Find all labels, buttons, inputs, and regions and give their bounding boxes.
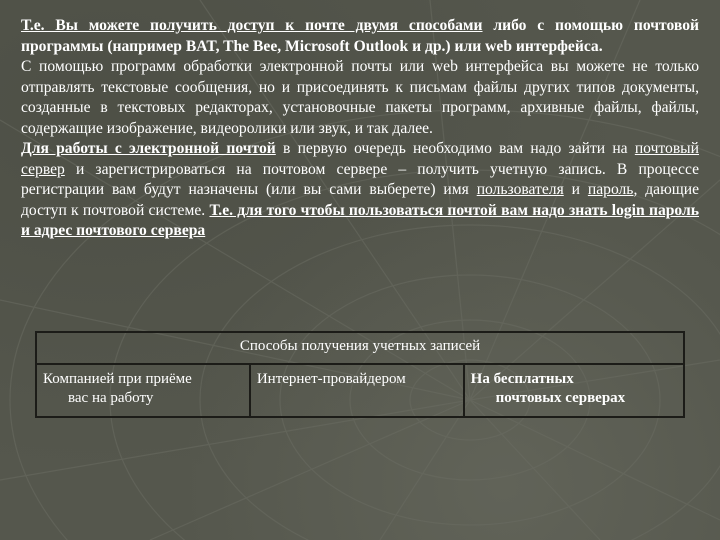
table-cell-free-servers xyxy=(464,364,684,417)
registration-lead: Для работы с электронной почтой xyxy=(21,140,276,157)
registration-text-4: , дающие доступ к почтовой системе. xyxy=(21,181,700,219)
table-header: Способы получения учетных записей xyxy=(36,332,684,364)
intro-underlined: Т.е. Вы можете получить доступ к почте двумя способами xyxy=(21,17,483,34)
registration-paragraph xyxy=(21,139,699,242)
password-link[interactable]: пароль xyxy=(587,181,634,198)
table-row xyxy=(36,364,684,417)
cell-line: Компанией при приёме xyxy=(43,371,192,387)
intro-paragraph xyxy=(21,16,699,57)
account-methods-table xyxy=(35,331,685,418)
registration-text-1: в первую очередь необходимо вам надо зайти на xyxy=(275,140,635,157)
registration-summary: Т.е. для того чтобы пользоваться почтой вам надо знать login пароль и адрес почтового сервера xyxy=(21,201,699,239)
table-cell-provider xyxy=(250,364,464,417)
registration-text-2: и зарегистрироваться на почтовом сервере – получить учетную запись. В процессе регистрации вам будут назначены (или вы сами выберете) имя xyxy=(21,160,699,198)
main-text xyxy=(21,16,699,242)
registration-text-3: и xyxy=(563,181,588,198)
cell-line: Интернет-провайдером xyxy=(256,371,406,387)
mail-server-link[interactable]: почтовый сервер xyxy=(21,140,699,178)
table-cell-employer xyxy=(36,364,250,417)
table-header-row xyxy=(36,332,684,364)
intro-rest: либо с помощью почтовой программы (например BAT, The Bee, Microsoft Outlook и др.) или web интерфейса. xyxy=(21,17,699,55)
cell-line: вас на работу xyxy=(68,390,154,406)
cell-line: почтовых серверах xyxy=(495,390,626,406)
cell-line: На бесплатных xyxy=(470,371,574,387)
programs-paragraph: С помощью программ обработки электронной почты или web интерфейса вы можете не только отправлять текстовые сообщения, но и присоединять к письмам файлы других типов документы, созданные в текстовых редакторах, установочные пакеты программ, архивные файлы, файлы, содержащие изображение, видеоролики или звук, и так далее. xyxy=(21,58,699,137)
user-link[interactable]: пользователя xyxy=(476,181,564,198)
